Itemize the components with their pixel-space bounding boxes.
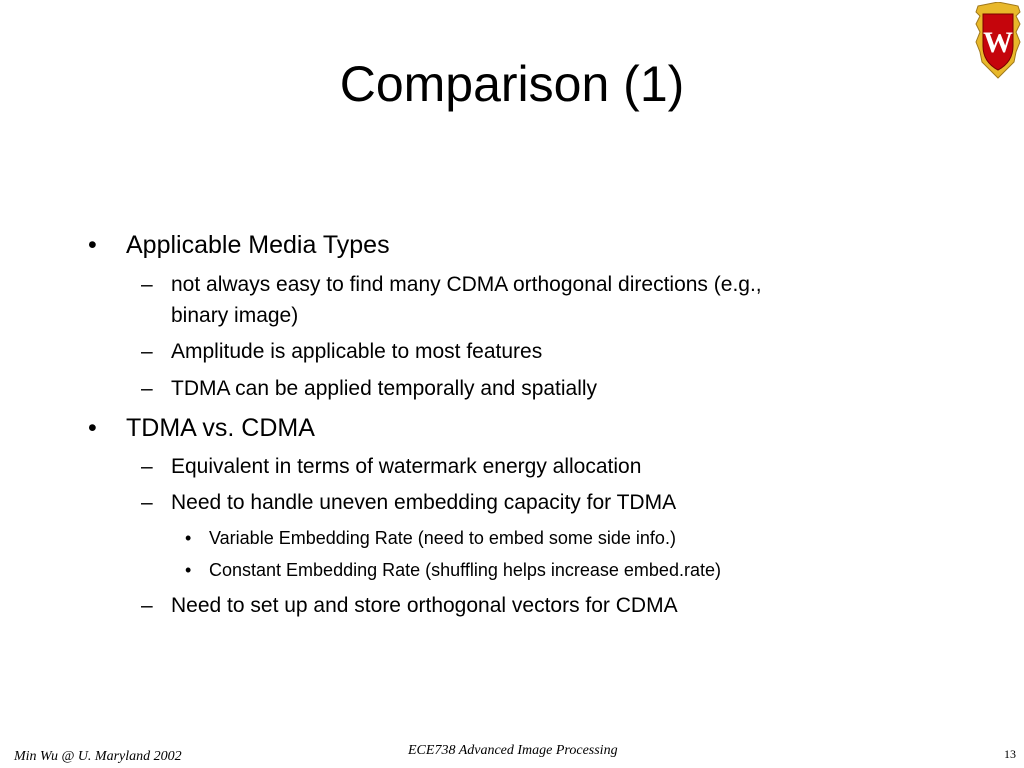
subitem-orthogonal-vectors [141, 590, 678, 621]
footer-author: Min Wu @ U. Maryland 2002 [14, 749, 182, 764]
dash-marker: – [141, 273, 153, 296]
bullet-text: TDMA vs. CDMA [126, 414, 315, 442]
bullet-tdma-vs-cdma [88, 413, 315, 443]
subitem-text: Need to set up and store orthogonal vectors for CDMA [171, 594, 678, 617]
small-bullet-marker: • [185, 560, 192, 580]
subitem-text: Amplitude is applicable to most features [171, 340, 543, 363]
subitem-tdma-applied [141, 373, 598, 404]
subitem-text: binary image) [171, 304, 299, 327]
subitem-uneven-capacity [141, 487, 677, 518]
bullet-marker: • [88, 231, 97, 259]
subsubitem-text: Constant Embedding Rate (shuffling helps increase embed.rate) [209, 560, 721, 580]
subitem-text: TDMA can be applied temporally and spatially [171, 377, 598, 400]
subsubitem-constant-rate [185, 558, 721, 582]
small-bullet-marker: • [185, 528, 192, 548]
crest-letter: W [983, 26, 1013, 59]
footer-course: ECE738 Advanced Image Processing [408, 743, 618, 758]
bullet-marker: • [88, 414, 97, 442]
page-number: 13 [1004, 747, 1016, 761]
dash-marker: – [141, 455, 153, 478]
subitem-equivalent-energy [141, 451, 642, 482]
dash-marker: – [141, 340, 153, 363]
bullet-applicable-media-types [88, 230, 390, 260]
dash-marker: – [141, 594, 153, 617]
subitem-text: not always easy to find many CDMA orthogonal directions (e.g., [171, 273, 762, 296]
subitem-amplitude [141, 336, 543, 367]
subitem-cdma-directions-line1 [141, 269, 762, 300]
slide-title: Comparison (1) [339, 56, 685, 112]
subsubitem-text: Variable Embedding Rate (need to embed some side info.) [209, 528, 676, 548]
subitem-text: Equivalent in terms of watermark energy allocation [171, 455, 642, 478]
dash-marker: – [141, 491, 153, 514]
subitem-text: Need to handle uneven embedding capacity for TDMA [171, 491, 677, 514]
dash-marker: – [141, 377, 153, 400]
subitem-cdma-directions-line2 [171, 300, 298, 331]
subsubitem-variable-rate [185, 526, 676, 550]
bullet-text: Applicable Media Types [126, 231, 390, 259]
